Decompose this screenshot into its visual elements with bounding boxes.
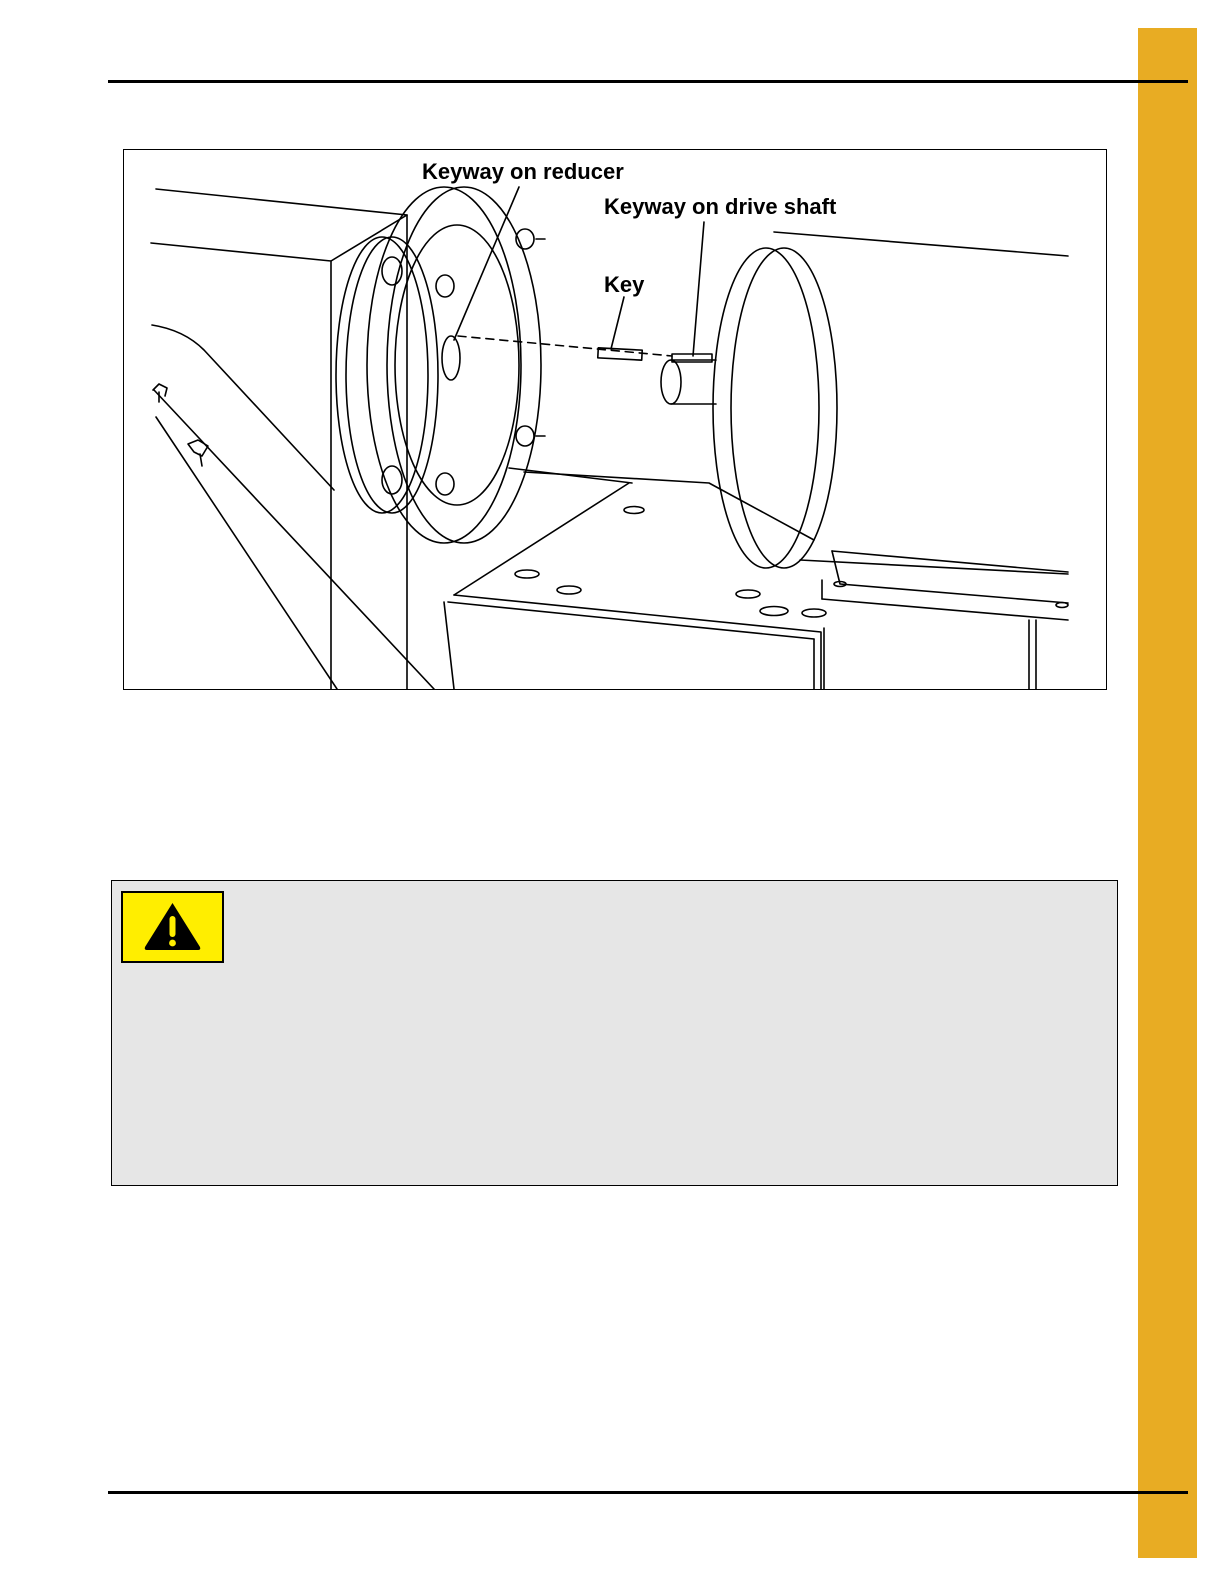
keyway-figure [123, 149, 1107, 690]
footer-rule [108, 1491, 1188, 1494]
callout-key: Key [604, 272, 645, 297]
warning-box [111, 880, 1118, 1186]
warning-triangle-icon [121, 891, 224, 963]
callout-keyway-shaft: Keyway on drive shaft [604, 194, 837, 219]
gearbox-assembly-illustration [124, 150, 1107, 690]
section-side-tab [1138, 28, 1197, 1558]
header-rule [108, 80, 1188, 83]
callout-keyway-reducer: Keyway on reducer [422, 159, 624, 184]
